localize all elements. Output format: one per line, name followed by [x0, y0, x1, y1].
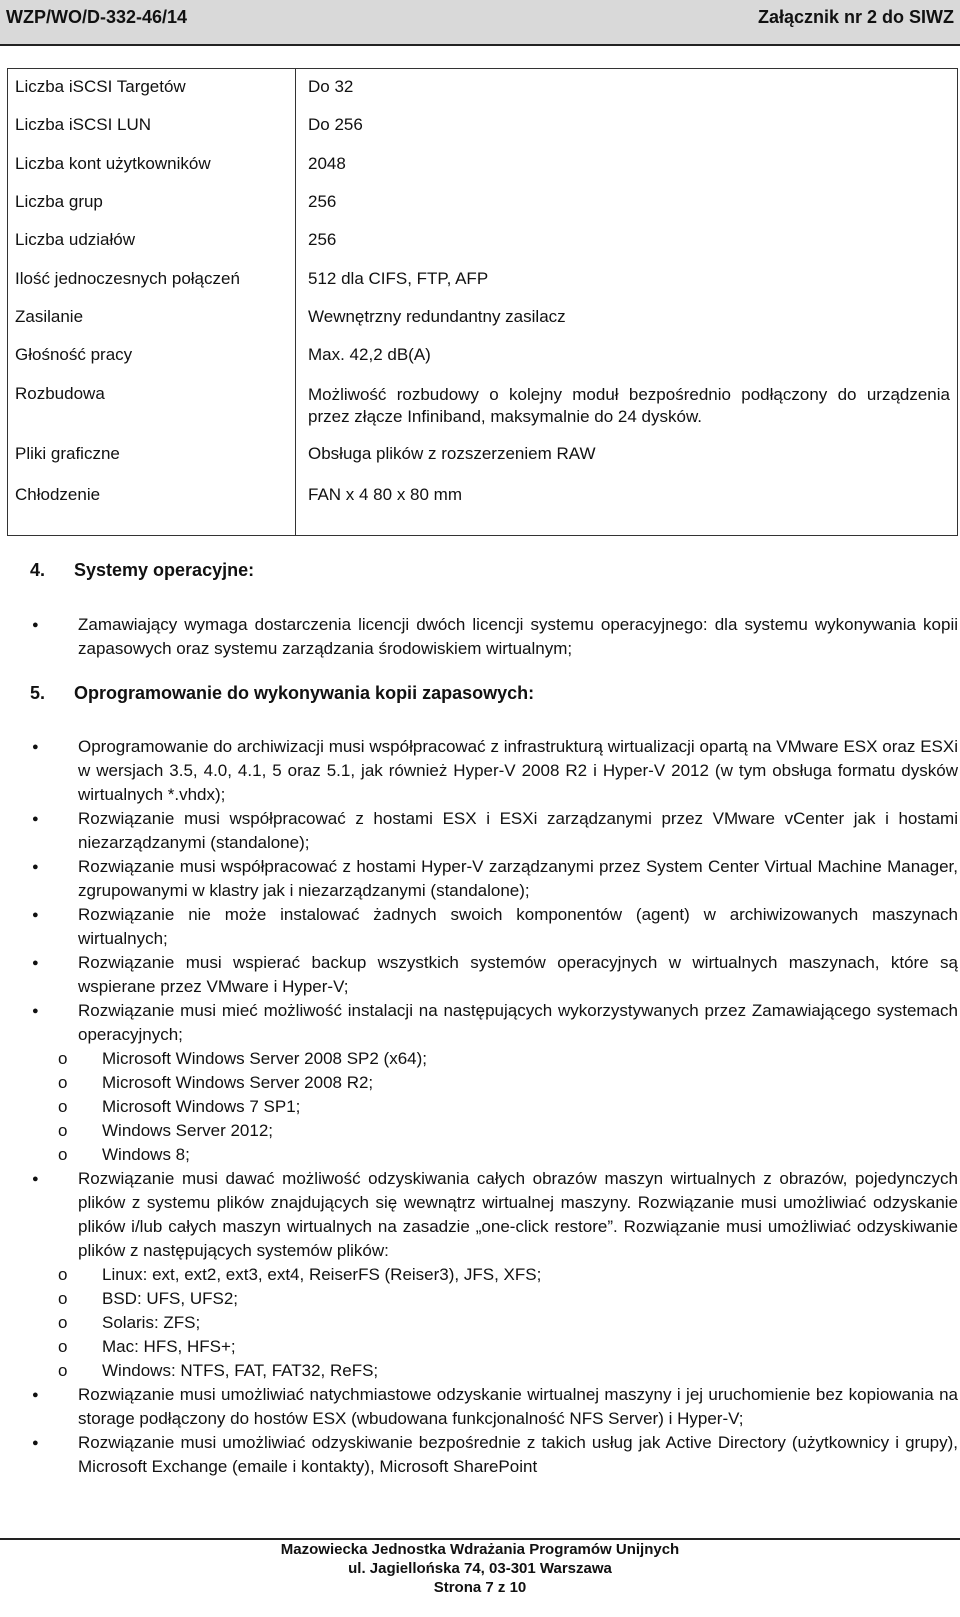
- table-row: [7, 106, 958, 144]
- section-5-content: [30, 735, 958, 1479]
- spec-value: Max. 42,2 dB(A): [308, 345, 431, 364]
- section-4-content: [30, 613, 958, 661]
- table-row: [7, 298, 958, 336]
- table-row: [7, 374, 958, 434]
- list-item-text: Rozwiązanie musi mieć możliwość instalacji na następujących wykorzystywanych przez Zamawiającego systemach operacyjnych;: [78, 1001, 958, 1044]
- sub-list-item: o Windows Server 2012;: [30, 1119, 958, 1143]
- list-item: ● Zamawiający wymaga dostarczenia licencji dwóch licencji systemu operacyjnego: dla systemu wykonywania kopii zapasowych oraz systemu zarządzania środowiskiem wirtualnym;: [30, 613, 958, 661]
- sub-list-item: o BSD: UFS, UFS2;: [30, 1287, 958, 1311]
- sub-list-item: o Microsoft Windows 7 SP1;: [30, 1095, 958, 1119]
- section-4-heading: [30, 560, 254, 581]
- spec-label: Rozbudowa: [15, 384, 105, 403]
- document-id: WZP/WO/D-332-46/14: [6, 7, 188, 27]
- section-title: Systemy operacyjne:: [74, 560, 255, 580]
- sub-list-item: o Microsoft Windows Server 2008 SP2 (x64);: [30, 1047, 958, 1071]
- spec-label: Głośność pracy: [15, 345, 133, 364]
- table-row: [7, 336, 958, 374]
- spec-label: Liczba udziałów: [15, 230, 136, 249]
- spec-label: Liczba iSCSI LUN: [15, 115, 152, 134]
- table-row: [7, 474, 958, 516]
- spec-table: [7, 68, 958, 516]
- table-column-divider: [295, 68, 296, 536]
- spec-label: Pliki graficzne: [15, 444, 120, 463]
- os-list: [30, 1047, 958, 1167]
- sub-list-item: o Windows: NTFS, FAT, FAT32, ReFS;: [30, 1359, 958, 1383]
- spec-value: 512 dla CIFS, FTP, AFP: [308, 268, 489, 288]
- footer-address: ul. Jagiellońska 74, 03-301 Warszawa: [348, 1560, 612, 1577]
- list-item: ● Rozwiązanie musi wspierać backup wszystkich systemów operacyjnych w wirtualnych maszynach, które są wspierane przez VMware i Hyper-V;: [30, 951, 958, 999]
- page-footer: [0, 1540, 960, 1597]
- spec-value: Wewnętrzny redundantny zasilacz: [308, 307, 566, 326]
- spec-value: 256: [308, 192, 337, 211]
- sub-list-item: o Solaris: ZFS;: [30, 1311, 958, 1335]
- sub-list-item: o Microsoft Windows Server 2008 R2;: [30, 1071, 958, 1095]
- page-number: Strona 7 z 10: [433, 1579, 527, 1596]
- footer-rule: [0, 1538, 960, 1540]
- table-row: [7, 434, 958, 474]
- spec-label: Ilość jednoczesnych połączeń: [15, 268, 240, 288]
- list-item: ● Rozwiązanie musi współpracować z hostami Hyper-V zarządzanymi przez System Center Virtual Machine Manager, zgrupowanymi w klastry jak i niezarządzanymi (standalone);: [30, 855, 958, 903]
- section-number: 5.: [30, 683, 46, 703]
- filesystem-list: [30, 1263, 958, 1383]
- list-item: ● Rozwiązanie musi umożliwiać natychmiastowe odzyskanie wirtualnej maszyny i jej uruchomienie bez kopiowania na storage podłączony do hostów ESX (wbudowana funkcjonalność NFS Server) i Hyper-V;: [30, 1383, 958, 1431]
- list-item-with-sublist: [30, 1167, 958, 1383]
- spec-label: Liczba grup: [15, 192, 103, 211]
- spec-value: 256: [308, 230, 337, 249]
- list-item: ● Oprogramowanie do archiwizacji musi współpracować z infrastrukturą wirtualizacji opartą na VMware ESX oraz ESXi w wersjach 3.5, 4.0, 4.1, 5 oraz 5.1, jak również Hyper-V 2008 R2 i Hyper-V 2012 (w tym obsługa formatu dysków wirtualnych *.vhdx);: [30, 735, 958, 807]
- section-number: 4.: [30, 560, 46, 580]
- spec-value: 2048: [308, 153, 346, 173]
- sub-list-item: o Mac: HFS, HFS+;: [30, 1335, 958, 1359]
- spec-label: Liczba iSCSI Targetów: [15, 77, 186, 96]
- table-row: [7, 221, 958, 259]
- table-row: [7, 183, 958, 221]
- spec-value: Do 256: [308, 115, 363, 134]
- list-item: ● Rozwiązanie nie może instalować żadnych swoich komponentów (agent) w archiwizowanych maszynach wirtualnych;: [30, 903, 958, 951]
- table-row: [7, 68, 958, 106]
- spec-label: Liczba kont użytkowników: [15, 153, 211, 173]
- list-item: ● Rozwiązanie musi współpracować z hostami ESX i ESXi zarządzanymi przez VMware vCenter jak i hostami niezarządzanymi (standalone);: [30, 807, 958, 855]
- spec-value: FAN x 4 80 x 80 mm: [308, 485, 462, 504]
- page-header: [0, 0, 960, 46]
- spec-label: Zasilanie: [15, 307, 84, 326]
- section-title: Oprogramowanie do wykonywania kopii zapasowych:: [74, 683, 535, 703]
- spec-label: Chłodzenie: [15, 485, 101, 504]
- spec-value: Do 32: [308, 77, 354, 96]
- sub-list-item: o Linux: ext, ext2, ext3, ext4, ReiserFS (Reiser3), JFS, XFS;: [30, 1263, 958, 1287]
- section-5-heading: [30, 683, 534, 704]
- spec-value: Możliwość rozbudowy o kolejny moduł bezpośrednio podłączony do urządzenia przez złącze Infiniband, maksymalnie do 24 dysków.: [308, 385, 950, 426]
- list-item-with-sublist: [30, 999, 958, 1167]
- sub-list-item: o Windows 8;: [30, 1143, 958, 1167]
- footer-organization: Mazowiecka Jednostka Wdrażania Programów Unijnych: [280, 1541, 680, 1558]
- list-item: ● Rozwiązanie musi umożliwiać odzyskiwanie bezpośrednie z takich usług jak Active Directory (użytkownicy i grupy), Microsoft Exchange (emaile i kontakty), Microsoft SharePoint: [30, 1431, 958, 1479]
- table-row: [7, 144, 958, 183]
- table-row: [7, 259, 958, 298]
- list-item-text: Rozwiązanie musi dawać możliwość odzyskiwania całych obrazów maszyn wirtualnych z obrazów, pojedynczych plików z systemu plików znajdujących się wewnątrz wirtualnej maszyny. Rozwiązanie musi umożliwiać odzyskanie plików i/lub całych maszyn wirtualnych na zasadzie „one-click restore”. Rozwiązanie musi umożliwiać odzyskiwanie plików z następujących systemów plików:: [78, 1169, 958, 1260]
- annex-label: Załącznik nr 2 do SIWZ: [757, 7, 954, 27]
- spec-value: Obsługa plików z rozszerzeniem RAW: [308, 444, 596, 463]
